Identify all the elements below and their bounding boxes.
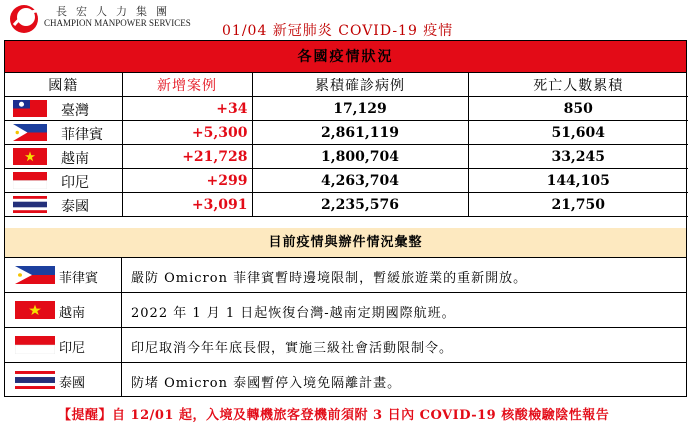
country-cell	[5, 169, 122, 193]
table-row	[5, 121, 688, 145]
new-cases-cell: +299	[122, 169, 252, 193]
table-row	[5, 145, 688, 169]
stats-table	[5, 73, 688, 217]
new-cases-cell: +21,728	[122, 145, 252, 169]
country-name: 菲律賓	[61, 127, 103, 143]
policy-country-cell	[5, 293, 122, 327]
indonesia-flag-icon	[13, 172, 47, 189]
policy-country-name: 印尼	[59, 341, 86, 356]
policy-country-name: 泰國	[59, 376, 86, 391]
policy-country-name: 越南	[59, 306, 86, 321]
total-cases-cell: 4,263,704	[252, 169, 468, 193]
list-item	[5, 328, 686, 363]
list-item	[5, 363, 686, 398]
policy-text: 印尼取消今年年底長假，實施三級社會活動限制令。	[131, 341, 454, 356]
company-logo-icon	[8, 3, 40, 35]
country-name: 泰國	[61, 199, 89, 215]
reminder-footer: 【提醒】自 12/01 起，入境及轉機旅客登機前須附 3 日內 COVID-19 核酸檢驗陰性報告	[58, 408, 610, 423]
list-item	[5, 293, 686, 328]
policy-country-cell	[5, 363, 122, 397]
thailand-flag-icon	[13, 196, 47, 213]
total-cases-cell: 2,235,576	[252, 193, 468, 217]
country-cell	[5, 193, 122, 217]
column-header-total-cases: 累積確診病例	[252, 73, 468, 97]
vietnam-flag-icon	[13, 148, 47, 165]
column-header-new-cases: 新增案例	[122, 73, 252, 97]
deaths-cell: 21,750	[468, 193, 688, 217]
vietnam-flag-icon	[15, 301, 55, 319]
total-cases-cell: 1,800,704	[252, 145, 468, 169]
indonesia-flag-icon	[15, 336, 55, 354]
column-header-country: 國籍	[5, 73, 122, 97]
company-name-cn: 長宏人力集團	[56, 5, 176, 18]
policy-country-cell	[5, 258, 122, 292]
thailand-flag-icon	[15, 371, 55, 389]
deaths-cell: 33,245	[468, 145, 688, 169]
taiwan-flag-icon	[13, 100, 47, 117]
country-cell	[5, 145, 122, 169]
stats-section-title: 各國疫情狀況	[5, 41, 686, 73]
new-cases-cell: +3,091	[122, 193, 252, 217]
column-header-deaths: 死亡人數累積	[468, 73, 688, 97]
company-name-en: CHAMPION MANPOWER SERVICES	[44, 18, 191, 28]
total-cases-cell: 17,129	[252, 97, 468, 121]
policy-country-name: 菲律賓	[59, 271, 99, 286]
policy-text: 嚴防 Omicron 菲律賓暫時邊境限制，暫緩旅遊業的重新開放。	[131, 271, 528, 286]
table-row	[5, 193, 688, 217]
policy-text: 2022 年 1 月 1 日起恢復台灣-越南定期國際航班。	[131, 306, 456, 321]
page-title: 01/04 新冠肺炎 COVID-19 疫情	[222, 23, 454, 39]
policy-section-title: 目前疫情與辦件情況彙整	[5, 228, 686, 258]
country-cell	[5, 121, 122, 145]
table-row	[5, 97, 688, 121]
header	[0, 0, 691, 40]
deaths-cell: 51,604	[468, 121, 688, 145]
new-cases-cell: +5,300	[122, 121, 252, 145]
country-cell	[5, 97, 122, 121]
list-item	[5, 258, 686, 293]
policy-text: 防堵 Omicron 泰國暫停入境免隔離計畫。	[131, 376, 402, 391]
table-row	[5, 169, 688, 193]
deaths-cell: 144,105	[468, 169, 688, 193]
stats-header-row	[5, 73, 688, 97]
philippines-flag-icon	[15, 266, 55, 284]
country-name: 臺灣	[61, 103, 89, 119]
country-name: 越南	[61, 151, 89, 167]
report-frame	[4, 40, 687, 397]
policy-country-cell	[5, 328, 122, 362]
philippines-flag-icon	[13, 124, 47, 141]
deaths-cell: 850	[468, 97, 688, 121]
country-name: 印尼	[61, 175, 89, 191]
policy-list	[5, 258, 686, 398]
total-cases-cell: 2,861,119	[252, 121, 468, 145]
new-cases-cell: +34	[122, 97, 252, 121]
